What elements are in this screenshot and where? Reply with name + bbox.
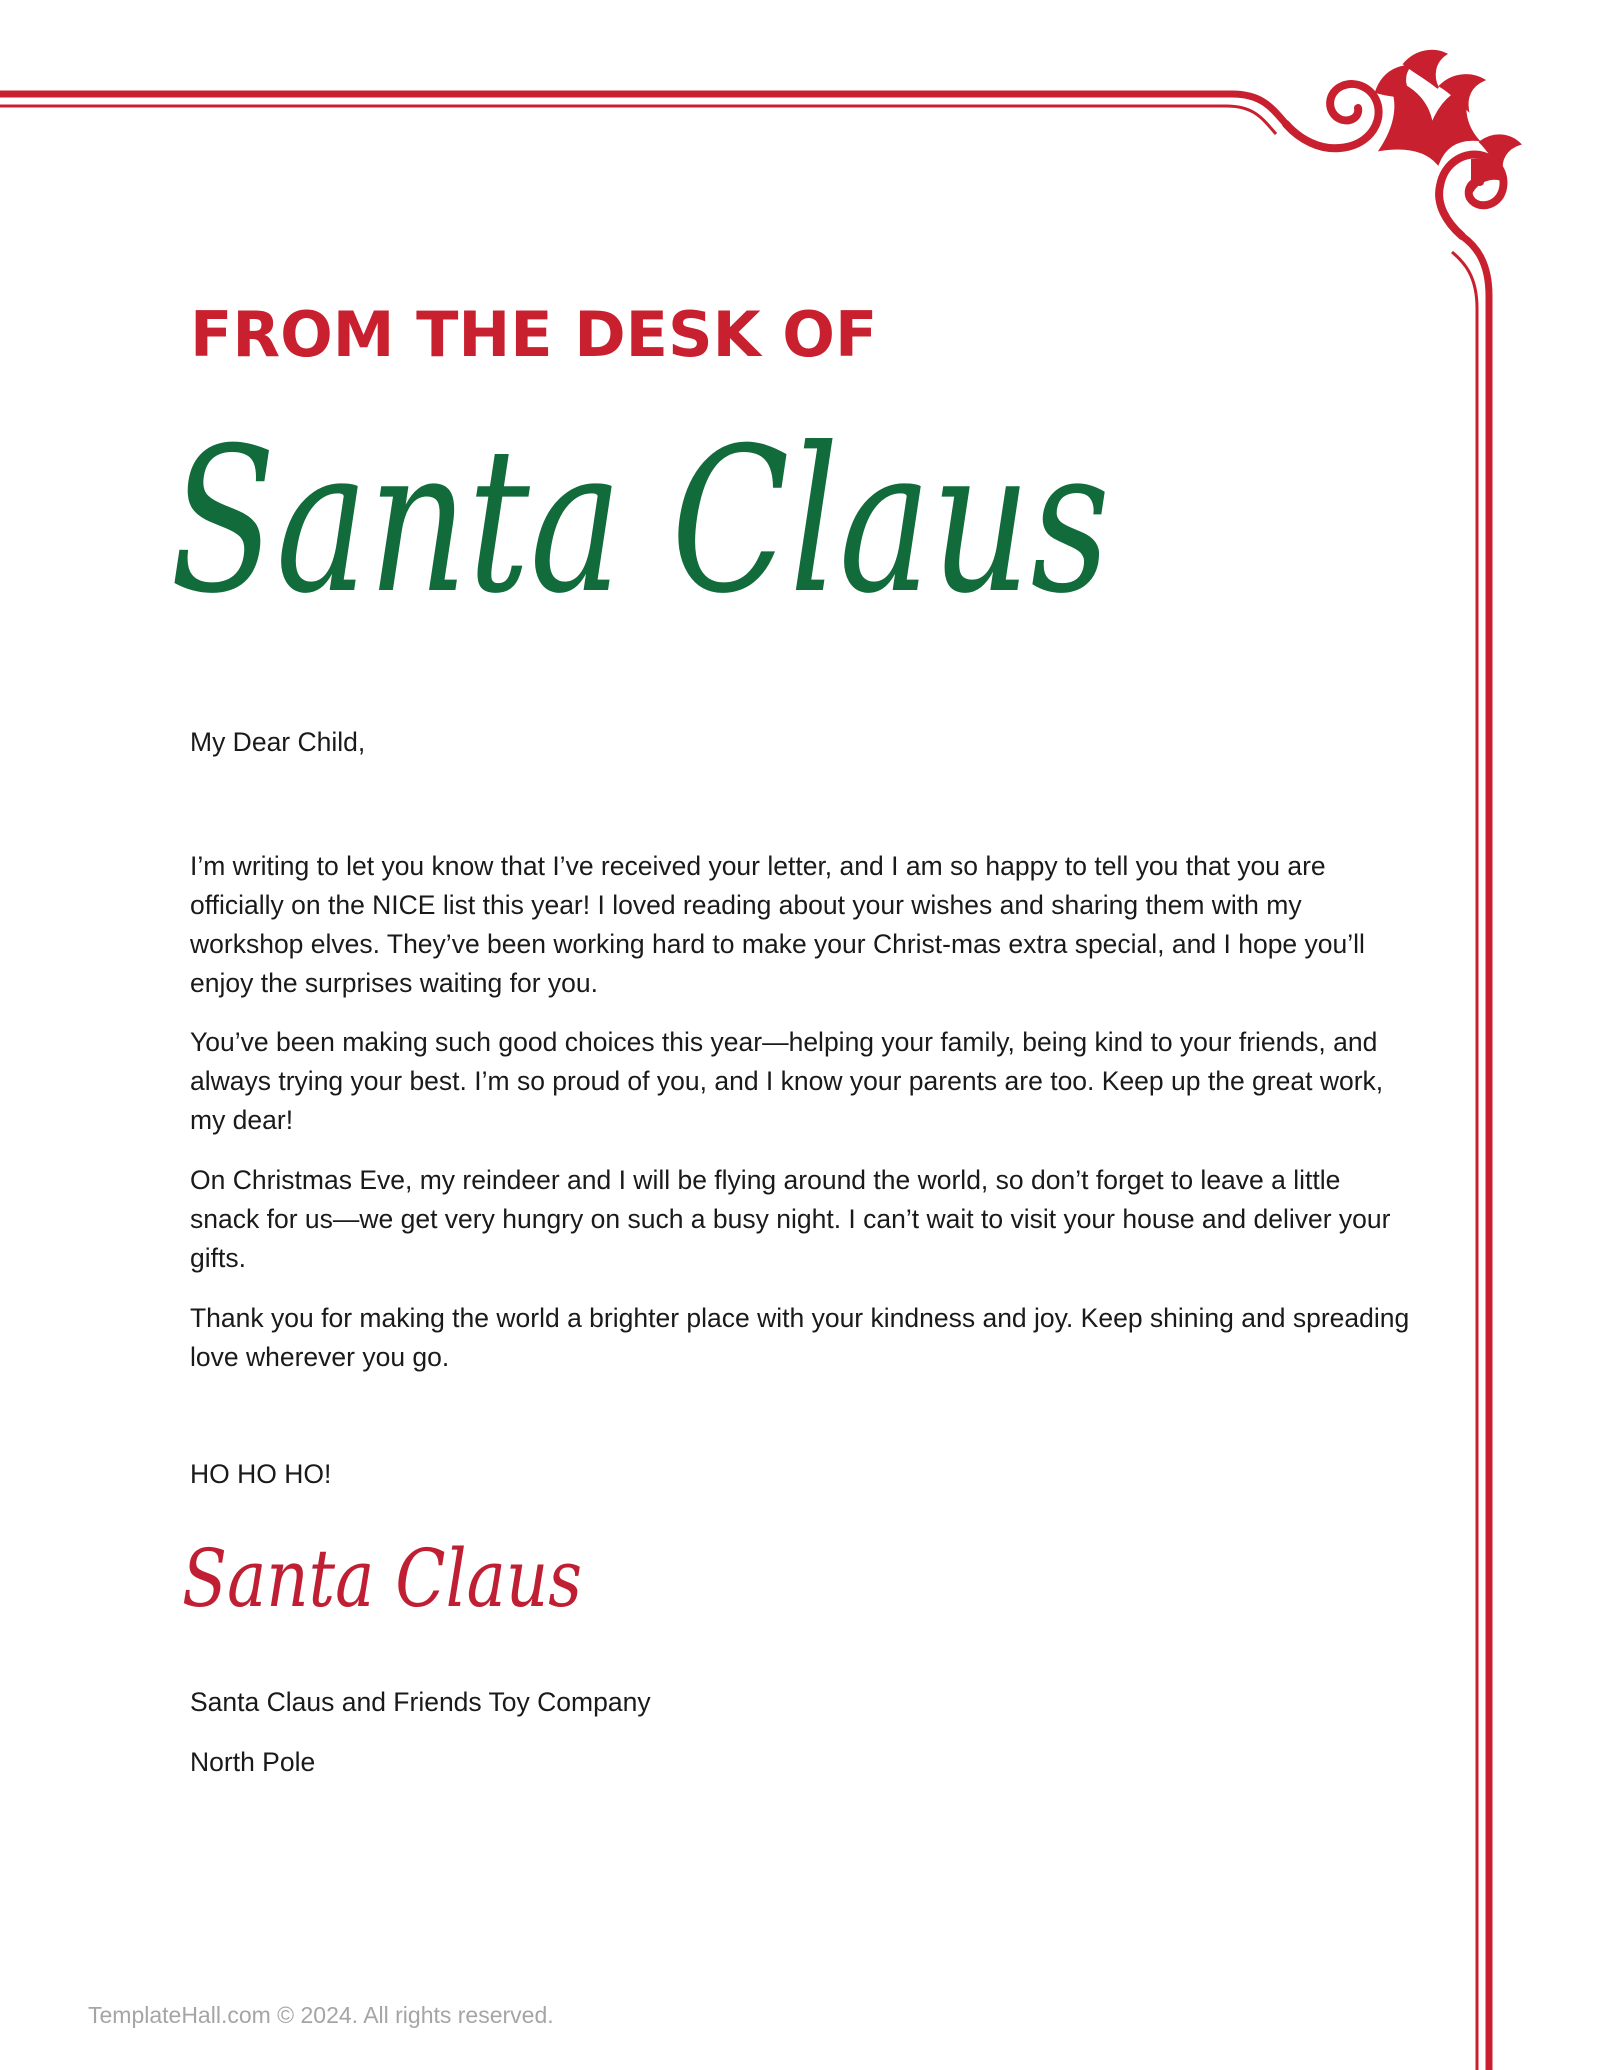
title-script [160,390,1140,680]
border-top-lines [0,94,1286,134]
letter-paragraph-2: You’ve been making such good choices this year—helping your family, being kind to your friends, and always trying your best. I’m so proud of you, and I know your parents are too. Keep up the great work, my dear! [190,1026,1384,1135]
closing: HO HO HO! [190,1458,332,1489]
footer-copyright: TemplateHall.com © 2024. All rights reserved. [88,2002,554,2028]
letter-paragraph-1: I’m writing to let you know that I’ve received your letter, and I am so happy to tell you that you are officially on the NICE list this year! I loved reading about your wishes and sharing them with my workshop elves. They’ve been working hard to make your Christ-mas extra special, and I hope you’ll enjoy the surprises waiting for you. [190,850,1365,998]
signature [178,1508,618,1648]
letter-paragraph-3: On Christmas Eve, my reindeer and I will be flying around the world, so don’t forget to leave a little snack for us—we get very hungry on such a busy night. I can’t wait to visit your house and deliver your gifts. [190,1164,1391,1273]
desk-heading: FROM THE DESK OF [190,298,878,371]
border-right-lines [1452,236,1489,2070]
company-name: Santa Claus and Friends Toy Company [190,1686,651,1717]
title-script-text: Santa Claus [170,405,1110,638]
location: North Pole [190,1746,316,1777]
signature-text: Santa Claus [182,1532,582,1625]
corner-flourish-icon [1286,51,1520,236]
salutation: My Dear Child, [190,726,366,757]
letter-paragraph-4: Thank you for making the world a brighter place with your kindness and joy. Keep shining and spreading love wherever you go. [190,1302,1410,1372]
